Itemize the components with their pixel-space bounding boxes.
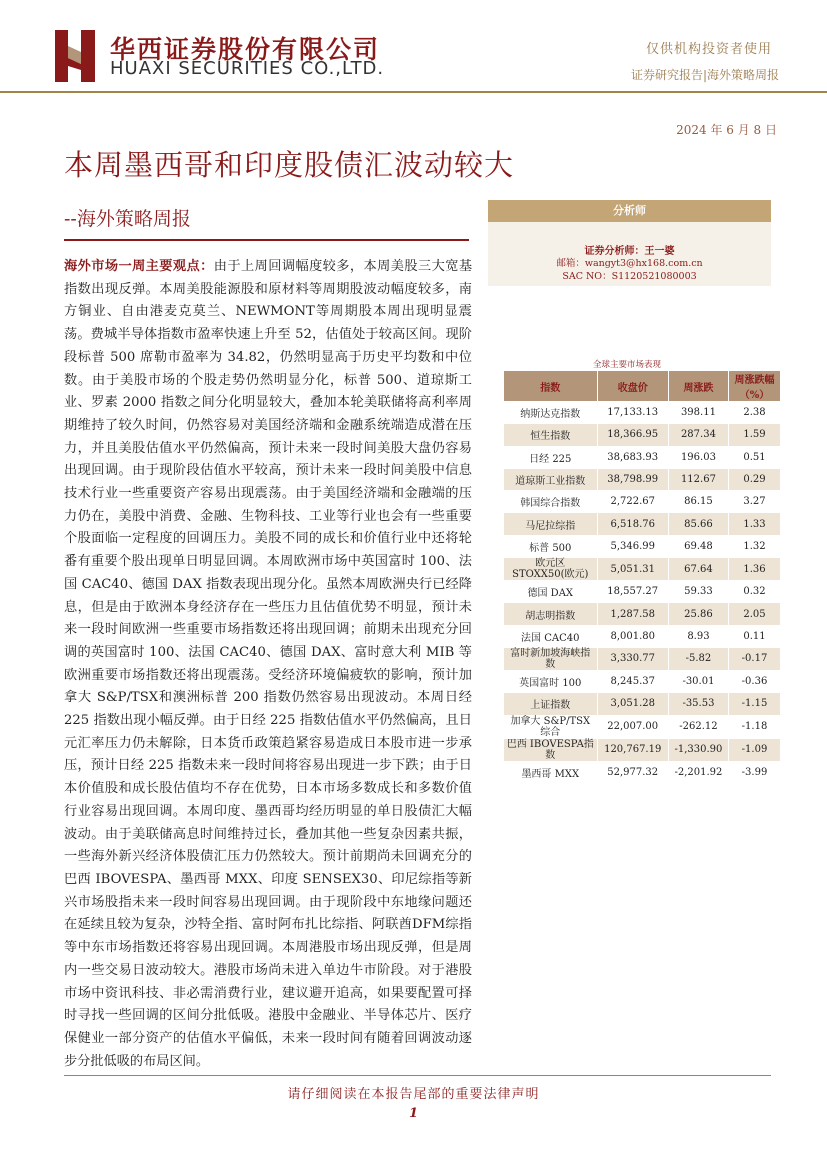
footer-divider [64, 1075, 771, 1076]
body-lead-heading: 海外市场一周主要观点： [64, 259, 214, 274]
table-row [504, 513, 781, 535]
cell-change: 25.86 [668, 603, 728, 625]
cell-change-pct: 0.11 [729, 625, 781, 647]
cell-index-name: 英国富时 100 [504, 670, 598, 692]
cell-close: 2,722.67 [597, 491, 668, 513]
cell-change: 287.34 [668, 424, 728, 446]
report-date: 2024 年 6 月 8 日 [676, 123, 777, 137]
report-subtitle: --海外策略周报 [64, 208, 191, 230]
cell-change: 8.93 [668, 625, 728, 647]
cell-index-name: 马尼拉综指 [504, 513, 598, 535]
table-header-row [504, 371, 781, 402]
table-row [504, 715, 781, 738]
cell-index-name: 胡志明指数 [504, 603, 598, 625]
table-row [504, 581, 781, 603]
cell-change: 67.64 [668, 558, 728, 581]
footer-legal-note: 请仔细阅读在本报告尾部的重要法律声明 [287, 1087, 540, 1102]
cell-index-name: 日经 225 [504, 446, 598, 468]
cell-change-pct: -0.17 [729, 647, 781, 670]
cell-close: 38,798.99 [597, 468, 668, 490]
column-header-index: 指数 [504, 371, 598, 402]
report-title: 本周墨西哥和印度股债汇波动较大 [64, 148, 515, 182]
cell-change-pct: -1.15 [729, 693, 781, 715]
usage-note: 仅供机构投资者使用 [645, 42, 772, 57]
column-header-change: 周涨跌 [668, 371, 728, 402]
cell-change-pct: 1.36 [729, 558, 781, 581]
table-row [504, 670, 781, 692]
market-table-title: 全球主要市场表现 [593, 360, 662, 370]
column-header-change-pct: 周涨跌幅（%） [729, 371, 781, 402]
market-table [503, 370, 781, 784]
cell-index-name: 上证指数 [504, 693, 598, 715]
table-row [504, 491, 781, 513]
cell-change: -262.12 [668, 715, 728, 738]
cell-change: 398.11 [668, 402, 728, 424]
cell-change-pct: 2.38 [729, 402, 781, 424]
cell-close: 38,683.93 [597, 446, 668, 468]
cell-index-name: 法国 CAC40 [504, 625, 598, 647]
cell-change-pct: 3.27 [729, 491, 781, 513]
cell-close: 120,767.19 [597, 738, 668, 761]
table-row [504, 558, 781, 581]
cell-index-name: 德国 DAX [504, 581, 598, 603]
huaxi-logo-icon [55, 30, 95, 82]
cell-change: -30.01 [668, 670, 728, 692]
cell-change-pct: -3.99 [729, 761, 781, 783]
analyst-section-header: 分析师 [488, 200, 771, 222]
cell-close: 6,518.76 [597, 513, 668, 535]
market-table-body [504, 402, 781, 784]
table-row [504, 535, 781, 557]
cell-change: -1,330.90 [668, 738, 728, 761]
cell-change-pct: 0.51 [729, 446, 781, 468]
cell-close: 8,001.80 [597, 625, 668, 647]
cell-index-name: 恒生指数 [504, 424, 598, 446]
cell-change: -2,201.92 [668, 761, 728, 783]
cell-close: 1,287.58 [597, 603, 668, 625]
cell-index-name: 韩国综合指数 [504, 491, 598, 513]
cell-change: -35.53 [668, 693, 728, 715]
cell-close: 18,557.27 [597, 581, 668, 603]
subtitle-underline [64, 239, 469, 241]
table-row [504, 693, 781, 715]
table-row [504, 738, 781, 761]
cell-change-pct: 1.32 [729, 535, 781, 557]
cell-change: 196.03 [668, 446, 728, 468]
table-row [504, 603, 781, 625]
table-row [504, 424, 781, 446]
cell-change-pct: 2.05 [729, 603, 781, 625]
cell-close: 5,346.99 [597, 535, 668, 557]
cell-index-name: 标普 500 [504, 535, 598, 557]
cell-change: 86.15 [668, 491, 728, 513]
table-row [504, 446, 781, 468]
cell-index-name: 富时新加坡海峡指数 [504, 647, 598, 670]
analyst-sac-number: SAC NO：S1120521080003 [562, 271, 697, 282]
cell-change-pct: -1.18 [729, 715, 781, 738]
cell-close: 3,330.77 [597, 647, 668, 670]
page-number: 1 [408, 1106, 419, 1121]
analyst-email: 邮箱：wangyt3@hx168.com.cn [556, 258, 703, 269]
table-row [504, 402, 781, 424]
cell-close: 17,133.13 [597, 402, 668, 424]
cell-index-name: 欧元区STOXX50(欧元) [504, 558, 598, 581]
cell-change-pct: 0.32 [729, 581, 781, 603]
table-row [504, 647, 781, 670]
cell-change-pct: 1.33 [729, 513, 781, 535]
table-row [504, 761, 781, 783]
report-type-label: 证券研究报告|海外策略周报 [630, 68, 779, 82]
cell-change-pct: -0.36 [729, 670, 781, 692]
table-row [504, 625, 781, 647]
cell-index-name: 墨西哥 MXX [504, 761, 598, 783]
column-header-close: 收盘价 [597, 371, 668, 402]
cell-index-name: 纳斯达克指数 [504, 402, 598, 424]
cell-close: 8,245.37 [597, 670, 668, 692]
cell-change-pct: -1.09 [729, 738, 781, 761]
cell-change: -5.82 [668, 647, 728, 670]
cell-close: 22,007.00 [597, 715, 668, 738]
cell-change-pct: 1.59 [729, 424, 781, 446]
cell-change: 69.48 [668, 535, 728, 557]
body-paragraph: 由于上周回调幅度较多，本周美股三大宽基指数出现反弹。本周美股能源股和原材料等周期股波动幅度较多，南方铜业、自由港麦克莫兰、NEWMONT等周期股本周出现明显震荡。费城半导体指数市盈率快速上升至 52，估值处于较高区间。现阶段标普 500 席勒市盈率为 34.82，仍然明显高于历史平均数和中位数。由于美股市场的个股走势仍然明显分化，标普 500、道琼斯工业、罗素 2000 指数之间分化明显较大，叠加本轮美联储将高利率周期维持了较久时间，仍然容易对美国经济端和金融系统端造成潜在压力，并且美股估值水平仍然偏高，预计未来一段时间美股大盘仍容易出现回调。由于现阶段估值水平较高，预计未来一段时间美股中信息技术行业一些重要资产容易出现震荡。由于美国经济端和金融端的压力仍在，美股中消费、金融、生物科技、工业等行业也会有一些重要个股面临一定程度的回调压力。美股不同的成长和价值行业中还将轮番有重要个股出现单日明显回调。本周欧洲市场中英国富时 100、法国 CAC40、德国 DAX 指数表现出现分化。虽然本周欧洲央行已经降息，但是由于欧洲本身经济存在一些压力且估值优势不明显，预计未来一段时间欧洲一些重要市场指数还将出现回调；前期未出现充分回调的英国富时 100、法国 CAC40、德国 DAX、富时意大利 MIB 等欧洲重要市场指数还将出现震荡。受经济环境偏疲软的影响，预计加拿大 S&P/TSX和澳洲标普 200 指数仍然容易出现波动。本周日经 225 指数出现小幅反弹。由于日经 225 指数估值水平仍然偏高，且日元汇率压力仍未解除，日本货币政策趋紧容易造成日本股市进一步承压，预计日经 225 指数未来一段时间将容易出现进一步下跌；由于日本价值股和成长股估值均不存在优势，日本市场多数成长和多数价值行业容易出现回调。本周印度、墨西哥均经历明显的单日股债汇大幅波动。由于美联储高息时间维持过长，叠加其他一些复杂因素共振，一些海外新兴经济体股债汇压力仍然较大。预计前期尚未回调充分的巴西 IBOVESPA、墨西哥 MXX、印度 SENSEX30、印尼综指等新兴市场股指未来一段时间容易出现回调。由于现阶段中东地缘问题还在延续且较为复杂，沙特全指、富时阿布扎比综指、阿联酋DFM综指等中东市场指数还将容易出现回调。本周港股市场出现反弹，但是周内一些交易日波动较大。港股市场尚未进入单边牛市阶段。对于港股市场中资讯科技、非必需消费行业，建议避开追高，如果要配置可择时寻找一些回调的区间分批低吸。港股中金融业、半导体芯片、医疗保健业一部分资产的估值水平偏低，未来一段时间有随着回调波动逐步分批低吸的布局区间。 [64, 259, 473, 1069]
cell-close: 52,977.32 [597, 761, 668, 783]
cell-close: 5,051.31 [597, 558, 668, 581]
cell-close: 18,366.95 [597, 424, 668, 446]
company-name-en: HUAXI SECURITIES CO.,LTD. [110, 58, 385, 79]
header-divider [0, 91, 827, 93]
cell-change-pct: 0.29 [729, 468, 781, 490]
cell-index-name: 加拿大 S&P/TSX综合 [504, 715, 598, 738]
cell-change: 59.33 [668, 581, 728, 603]
cell-change: 112.67 [668, 468, 728, 490]
company-name-cn: 华西证券股份有限公司 [110, 35, 381, 64]
cell-change: 85.66 [668, 513, 728, 535]
cell-index-name: 巴西 IBOVESPA指数 [504, 738, 598, 761]
cell-close: 3,051.28 [597, 693, 668, 715]
report-body [64, 256, 472, 1073]
table-row [504, 468, 781, 490]
cell-index-name: 道琼斯工业指数 [504, 468, 598, 490]
analyst-name: 证券分析师：王一婆 [584, 246, 675, 257]
